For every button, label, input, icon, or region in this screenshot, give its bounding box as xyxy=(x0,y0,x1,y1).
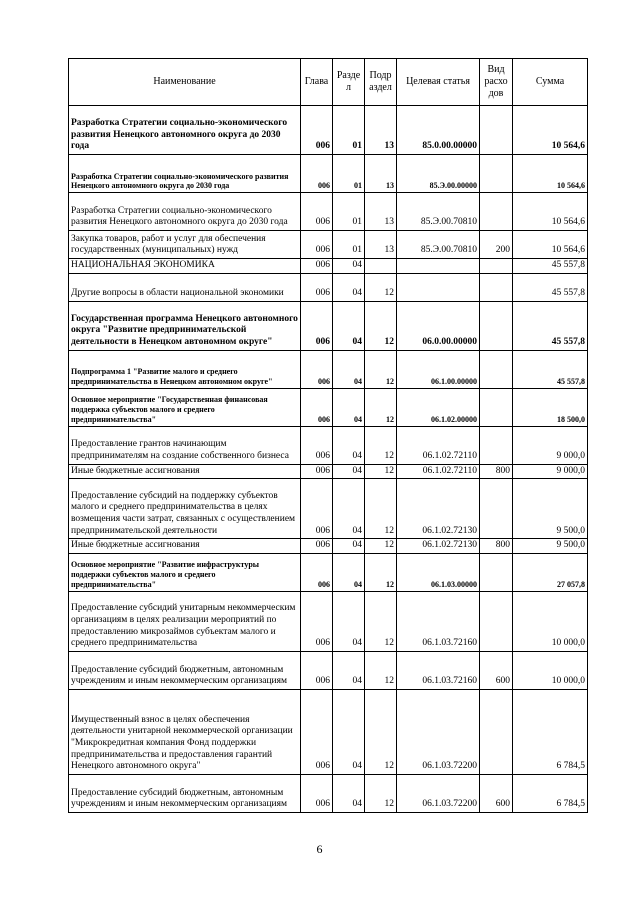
row-sum: 10 000,0 xyxy=(513,651,588,689)
row-target: 06.1.03.72160 xyxy=(397,651,480,689)
row-expense-type: 600 xyxy=(480,774,513,812)
row-chapter: 006 xyxy=(301,155,333,193)
header-target: Целевая статья xyxy=(397,59,480,106)
row-expense-type xyxy=(480,350,513,388)
row-section: 04 xyxy=(333,426,365,464)
row-subsection: 12 xyxy=(365,774,397,812)
row-sum: 10 564,6 xyxy=(513,106,588,155)
row-name: Предоставление субсидий бюджетным, автономным учреждениям и иным некоммерческим организациям xyxy=(69,651,301,689)
row-subsection: 12 xyxy=(365,464,397,479)
row-sum: 45 557,8 xyxy=(513,350,588,388)
row-name: Разработка Стратегии социально-экономического развития Ненецкого автономного округа до 2030 года xyxy=(69,155,301,193)
row-chapter: 006 xyxy=(301,464,333,479)
row-subsection: 12 xyxy=(365,479,397,539)
row-expense-type xyxy=(480,553,513,591)
row-target: 06.1.02.00000 xyxy=(397,388,480,426)
row-sum: 9 000,0 xyxy=(513,426,588,464)
row-chapter: 006 xyxy=(301,193,333,231)
table-row xyxy=(69,464,588,479)
row-name: Закупка товаров, работ и услуг для обеспечения государственных (муниципальных) нужд xyxy=(69,231,301,259)
row-section: 04 xyxy=(333,259,365,274)
table-row xyxy=(69,689,588,774)
row-name: Иные бюджетные ассигнования xyxy=(69,464,301,479)
row-expense-type: 600 xyxy=(480,651,513,689)
row-target xyxy=(397,259,480,274)
row-section: 04 xyxy=(333,591,365,651)
row-name: Предоставление субсидий бюджетным, автономным учреждениям и иным некоммерческим организациям xyxy=(69,774,301,812)
row-expense-type xyxy=(480,106,513,155)
row-section: 04 xyxy=(333,388,365,426)
row-subsection: 12 xyxy=(365,591,397,651)
row-target: 06.1.03.72200 xyxy=(397,689,480,774)
row-name: Государственная программа Ненецкого автономного округа "Развитие предпринимательской деятельности в Ненецком автономном округе" xyxy=(69,301,301,350)
row-subsection: 12 xyxy=(365,689,397,774)
row-sum: 6 784,5 xyxy=(513,689,588,774)
row-subsection: 12 xyxy=(365,388,397,426)
row-target: 06.1.02.72130 xyxy=(397,539,480,554)
row-name: НАЦИОНАЛЬНАЯ ЭКОНОМИКА xyxy=(69,259,301,274)
row-sum: 45 557,8 xyxy=(513,259,588,274)
row-target xyxy=(397,273,480,301)
row-sum: 9 500,0 xyxy=(513,479,588,539)
row-name: Имущественный взнос в целях обеспечения деятельности унитарной некоммерческой организации "Микрокредитная компания Фонд поддержки предпринимательства и предоставления гарантий Ненецкого автономного округа" xyxy=(69,689,301,774)
row-chapter: 006 xyxy=(301,651,333,689)
row-section: 04 xyxy=(333,539,365,554)
header-expense-type: Вид расхо дов xyxy=(480,59,513,106)
row-target: 85.Э.00.00000 xyxy=(397,155,480,193)
row-expense-type: 200 xyxy=(480,231,513,259)
table-row xyxy=(69,651,588,689)
row-name: Иные бюджетные ассигнования xyxy=(69,539,301,554)
row-section: 01 xyxy=(333,155,365,193)
row-chapter: 006 xyxy=(301,539,333,554)
table-row xyxy=(69,231,588,259)
row-sum: 45 557,8 xyxy=(513,273,588,301)
row-sum: 27 057,8 xyxy=(513,553,588,591)
row-expense-type: 800 xyxy=(480,539,513,554)
row-sum: 18 500,0 xyxy=(513,388,588,426)
row-sum: 6 784,5 xyxy=(513,774,588,812)
header-chapter: Глава xyxy=(301,59,333,106)
row-sum: 10 000,0 xyxy=(513,591,588,651)
row-name: Другие вопросы в области национальной экономики xyxy=(69,273,301,301)
row-expense-type xyxy=(480,591,513,651)
table-row xyxy=(69,301,588,350)
table-row xyxy=(69,350,588,388)
row-chapter: 006 xyxy=(301,273,333,301)
row-section: 04 xyxy=(333,273,365,301)
row-sum: 9 500,0 xyxy=(513,539,588,554)
row-target: 06.1.02.72110 xyxy=(397,426,480,464)
table-header-row xyxy=(69,59,588,106)
row-target: 06.1.03.72200 xyxy=(397,774,480,812)
row-section: 04 xyxy=(333,479,365,539)
row-target: 06.1.03.72160 xyxy=(397,591,480,651)
header-section: Разде л xyxy=(333,59,365,106)
row-sum: 10 564,6 xyxy=(513,193,588,231)
row-subsection: 12 xyxy=(365,350,397,388)
row-chapter: 006 xyxy=(301,426,333,464)
row-name: Основное мероприятие "Государственная финансовая поддержка субъектов малого и среднего предпринимательства" xyxy=(69,388,301,426)
row-name: Предоставление субсидий унитарным некоммерческим организациям в целях реализации мероприятий по предоставлению микрозаймов субъектам малого и среднего предпринимательства xyxy=(69,591,301,651)
row-chapter: 006 xyxy=(301,301,333,350)
row-section: 04 xyxy=(333,651,365,689)
table-row xyxy=(69,479,588,539)
row-expense-type xyxy=(480,259,513,274)
row-name: Разработка Стратегии социально-экономического развития Ненецкого автономного округа до 2030 года xyxy=(69,106,301,155)
table-row xyxy=(69,259,588,274)
row-target: 85.Э.00.70810 xyxy=(397,231,480,259)
row-section: 01 xyxy=(333,231,365,259)
row-subsection: 12 xyxy=(365,539,397,554)
row-expense-type: 800 xyxy=(480,464,513,479)
table-row xyxy=(69,553,588,591)
row-expense-type xyxy=(480,301,513,350)
row-expense-type xyxy=(480,155,513,193)
row-subsection: 12 xyxy=(365,426,397,464)
row-section: 04 xyxy=(333,464,365,479)
row-chapter: 006 xyxy=(301,388,333,426)
header-subsection: Подр аздел xyxy=(365,59,397,106)
row-section: 04 xyxy=(333,689,365,774)
row-name: Разработка Стратегии социально-экономического развития Ненецкого автономного округа до 2030 года xyxy=(69,193,301,231)
table-row xyxy=(69,539,588,554)
row-chapter: 006 xyxy=(301,689,333,774)
row-target: 06.0.00.00000 xyxy=(397,301,480,350)
row-section: 04 xyxy=(333,301,365,350)
page-number: 6 xyxy=(316,842,323,856)
row-name: Предоставление субсидий на поддержку субъектов малого и среднего предпринимательства в целях возмещения части затрат, связанных с осуществлением предпринимательской деятельности xyxy=(69,479,301,539)
row-target: 06.1.03.00000 xyxy=(397,553,480,591)
row-subsection: 12 xyxy=(365,273,397,301)
row-chapter: 006 xyxy=(301,350,333,388)
row-target: 06.1.02.72130 xyxy=(397,479,480,539)
row-subsection: 13 xyxy=(365,106,397,155)
row-section: 01 xyxy=(333,193,365,231)
row-section: 04 xyxy=(333,774,365,812)
row-chapter: 006 xyxy=(301,231,333,259)
row-expense-type xyxy=(480,193,513,231)
row-target: 06.1.00.00000 xyxy=(397,350,480,388)
row-sum: 45 557,8 xyxy=(513,301,588,350)
row-section: 04 xyxy=(333,553,365,591)
row-chapter: 006 xyxy=(301,591,333,651)
row-subsection: 13 xyxy=(365,193,397,231)
table-row xyxy=(69,273,588,301)
budget-table xyxy=(68,58,588,813)
row-expense-type xyxy=(480,388,513,426)
row-section: 01 xyxy=(333,106,365,155)
row-section: 04 xyxy=(333,350,365,388)
row-subsection: 13 xyxy=(365,231,397,259)
row-target: 85.0.00.00000 xyxy=(397,106,480,155)
header-name: Наименование xyxy=(69,59,301,106)
row-chapter: 006 xyxy=(301,553,333,591)
row-chapter: 006 xyxy=(301,774,333,812)
table-row xyxy=(69,774,588,812)
row-sum: 10 564,6 xyxy=(513,231,588,259)
row-expense-type xyxy=(480,273,513,301)
row-chapter: 006 xyxy=(301,106,333,155)
row-expense-type xyxy=(480,689,513,774)
row-target: 06.1.02.72110 xyxy=(397,464,480,479)
row-subsection: 12 xyxy=(365,553,397,591)
row-name: Предоставление грантов начинающим предпринимателям на создание собственного бизнеса xyxy=(69,426,301,464)
row-expense-type xyxy=(480,479,513,539)
row-sum: 10 564,6 xyxy=(513,155,588,193)
row-subsection: 12 xyxy=(365,301,397,350)
table-row xyxy=(69,193,588,231)
row-name: Подпрограмма 1 "Развитие малого и среднего предпринимательства в Ненецком автономном округе" xyxy=(69,350,301,388)
table-row xyxy=(69,426,588,464)
table-row xyxy=(69,388,588,426)
row-name: Основное мероприятие "Развитие инфраструктуры поддержки субъектов малого и среднего предпринимательства" xyxy=(69,553,301,591)
table-row xyxy=(69,591,588,651)
row-subsection xyxy=(365,259,397,274)
row-subsection: 12 xyxy=(365,651,397,689)
row-target: 85.Э.00.70810 xyxy=(397,193,480,231)
row-subsection: 13 xyxy=(365,155,397,193)
row-chapter: 006 xyxy=(301,259,333,274)
header-sum: Сумма xyxy=(513,59,588,106)
row-expense-type xyxy=(480,426,513,464)
row-sum: 9 000,0 xyxy=(513,464,588,479)
table-row xyxy=(69,106,588,155)
row-chapter: 006 xyxy=(301,479,333,539)
table-row xyxy=(69,155,588,193)
